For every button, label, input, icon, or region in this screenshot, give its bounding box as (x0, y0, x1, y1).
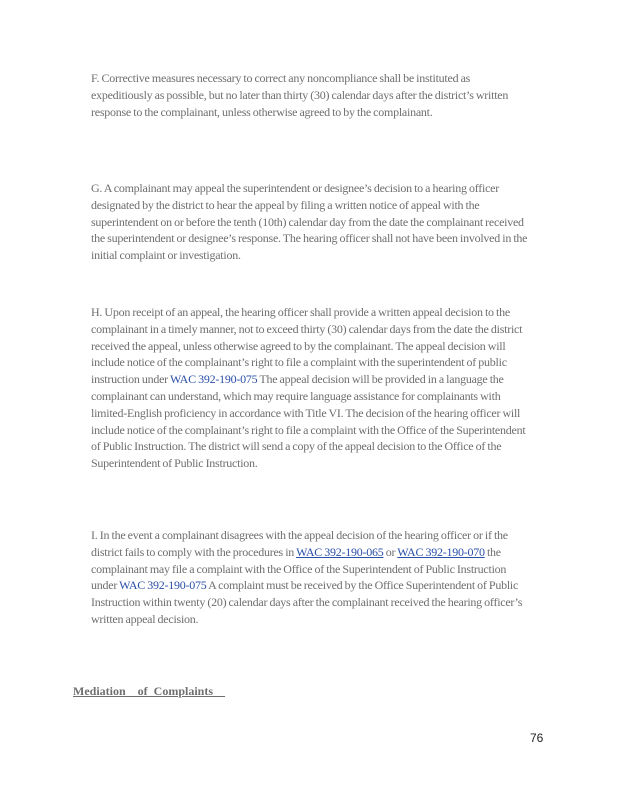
paragraph-f-text: F. Corrective measures necessary to correct any noncompliance shall be instituted as expeditiously as possible, but no later than thirty (30) calendar days after the district’s written response to the complainant, unless otherwise agreed to by the complainant. (91, 71, 509, 119)
paragraph-h (91, 304, 533, 472)
page-number: 76 (530, 731, 544, 745)
paragraph-h-text-1: H. Upon receipt of an appeal, the hearing officer shall provide a written appeal decision to the complainant in a timely manner, not to exceed thirty (30) calendar days from the date the district received the appeal, unless otherwise agreed to by the complainant. The appeal decision will include notice of the complainant’s right to file a complaint with the superintendent of public instruction under (91, 305, 523, 387)
wac-392-190-070-link[interactable]: WAC 392-190-070 (397, 544, 485, 559)
paragraph-i (91, 527, 533, 628)
wac-392-190-065-link[interactable]: WAC 392-190-065 (296, 544, 384, 559)
paragraph-i-text-4: A complaint must be received by the Office Superintendent of Public Instruction within twenty (20) calendar days after the complainant received the hearing officer’s written appeal decision. (91, 578, 523, 626)
paragraph-h-text-2: The appeal decision will be provided in a language the complainant can understand, which may require language assistance for complainants with limited-English proficiency in accordance with Title VI. The decision of the hearing officer will include notice of the complainant’s right to file a complaint with the Office of the Superintendent of Public Instruction. The district will send a copy of the appeal decision to the Office of the Superintendent of Public Instruction. (91, 372, 526, 471)
paragraph-i-text-2: or (383, 544, 398, 559)
wac-392-190-075-link-2[interactable]: WAC 392-190-075 (119, 578, 207, 593)
paragraph-i-text-3: the complainant may file a complaint with the Office of the Superintendent of Public Instruction under (91, 544, 507, 593)
wac-392-190-075-link[interactable]: WAC 392-190-075 (169, 372, 258, 387)
paragraph-g-text: G. A complainant may appeal the superintendent or designee’s decision to a hearing officer designated by the district to hear the appeal by filing a written notice of appeal with the superintendent on or before the tenth (10th) calendar day from the date the complainant received the superintendent or designee’s response. The hearing officer shall not have been involved in the initial complaint or investigation. (91, 181, 528, 263)
paragraph-f (91, 70, 533, 120)
paragraph-g (91, 180, 533, 264)
paragraph-i-text-1: I. In the event a complainant disagrees with the appeal decision of the hearing officer or if the district fails to comply with the procedures in (91, 528, 508, 559)
mediation-of-complaints-heading: Mediation of Complaints (73, 684, 226, 698)
